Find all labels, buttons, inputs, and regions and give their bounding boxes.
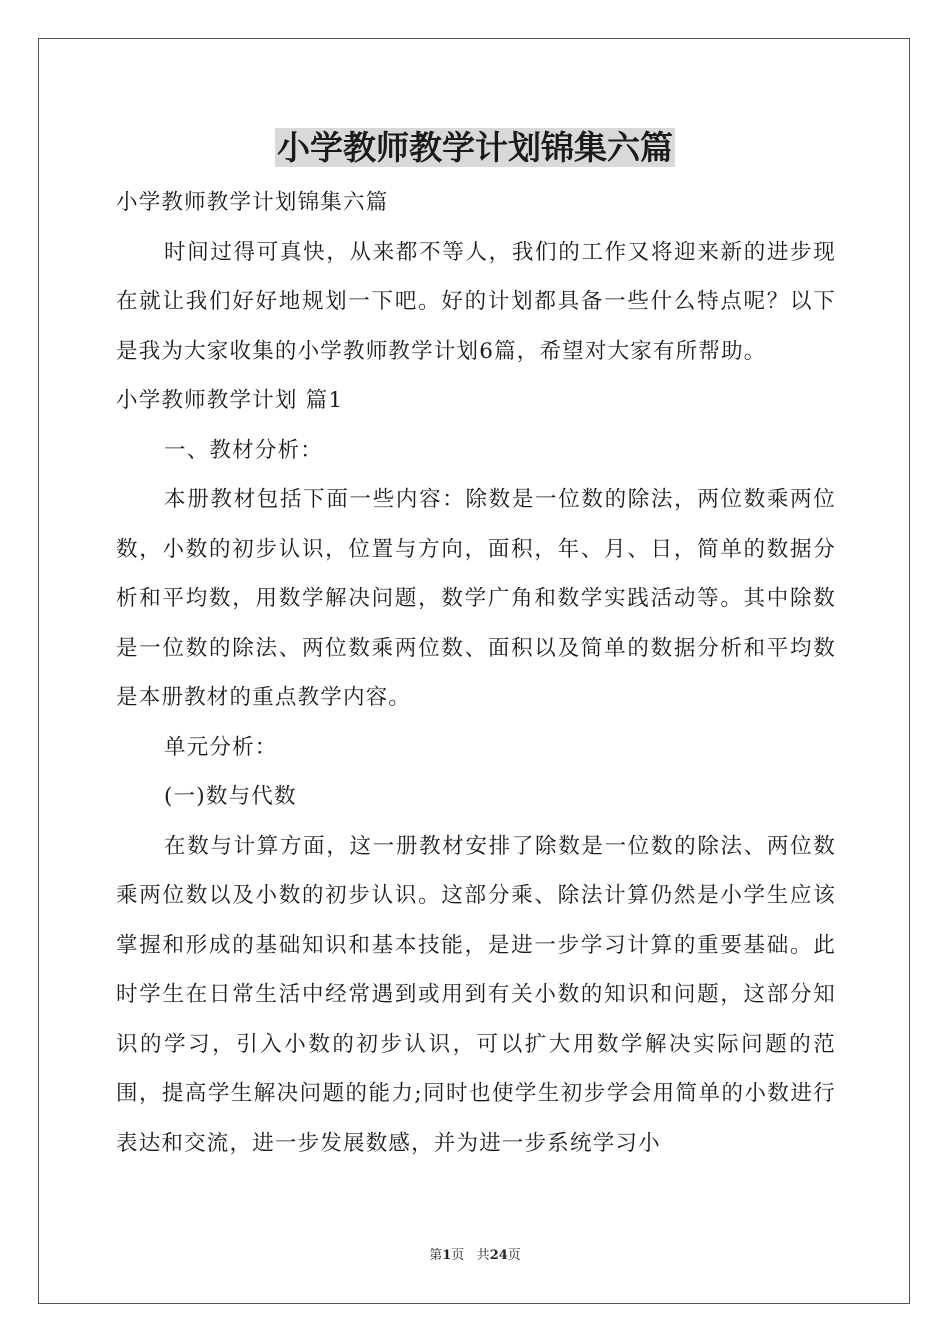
- section-heading: 小学教师教学计划 篇1: [116, 388, 344, 413]
- footer-total-pages: 24: [489, 1248, 508, 1263]
- page-footer: [0, 1246, 950, 1266]
- footer-total-prefix: 共: [476, 1248, 490, 1263]
- footer-page-prefix: 第: [429, 1248, 443, 1263]
- intro-paragraph: 时间过得可真快，从来都不等人，我们的工作又将迎来新的进步现在就让我们好好地规划一下吧。好的计划都具备一些什么特点呢？以下是我为大家收集的小学教师教学计划6篇，希望对大家有所帮助。: [116, 239, 836, 364]
- subtitle-paragraph: 小学教师教学计划锦集六篇: [116, 190, 389, 215]
- footer-total-label: 页: [507, 1248, 521, 1263]
- document-body: [116, 178, 836, 1168]
- document-title: [0, 126, 950, 170]
- unit-analysis-heading: 单元分析：: [164, 734, 278, 760]
- numbers-algebra-heading: (一)数与代数: [164, 784, 297, 809]
- textbook-analysis-paragraph: 本册教材包括下面一些内容：除数是一位数的除法，两位数乘两位数，小数的初步认识，位置与方向，面积，年、月、日，简单的数据分析和平均数，用数学解决问题，数学广角和数学实践活动等。其中除数是一位数的除法、两位数乘两位数、面积以及简单的数据分析和平均数是本册教材的重点教学内容。: [116, 487, 836, 710]
- footer-page-label: 页: [451, 1248, 465, 1263]
- textbook-analysis-heading: 一、教材分析：: [164, 437, 323, 463]
- numbers-algebra-paragraph: 在数与计算方面，这一册教材安排了除数是一位数的除法、两位数乘两位数以及小数的初步认识。这部分乘、除法计算仍然是小学生应该掌握和形成的基础知识和基本技能，是进一步学习计算的重要基础。此时学生在日常生活中经常遇到或用到有关小数的知识和问题，这部分知识的学习，引入小数的初步认识，可以扩大用数学解决实际问题的范围，提高学生解决问题的能力;同时也使学生初步学会用简单的小数进行表达和交流，进一步发展数感，并为进一步系统学习小: [116, 833, 836, 1156]
- footer-page-number: 1: [442, 1248, 452, 1263]
- document-title-text: 小学教师教学计划锦集六篇: [277, 128, 673, 167]
